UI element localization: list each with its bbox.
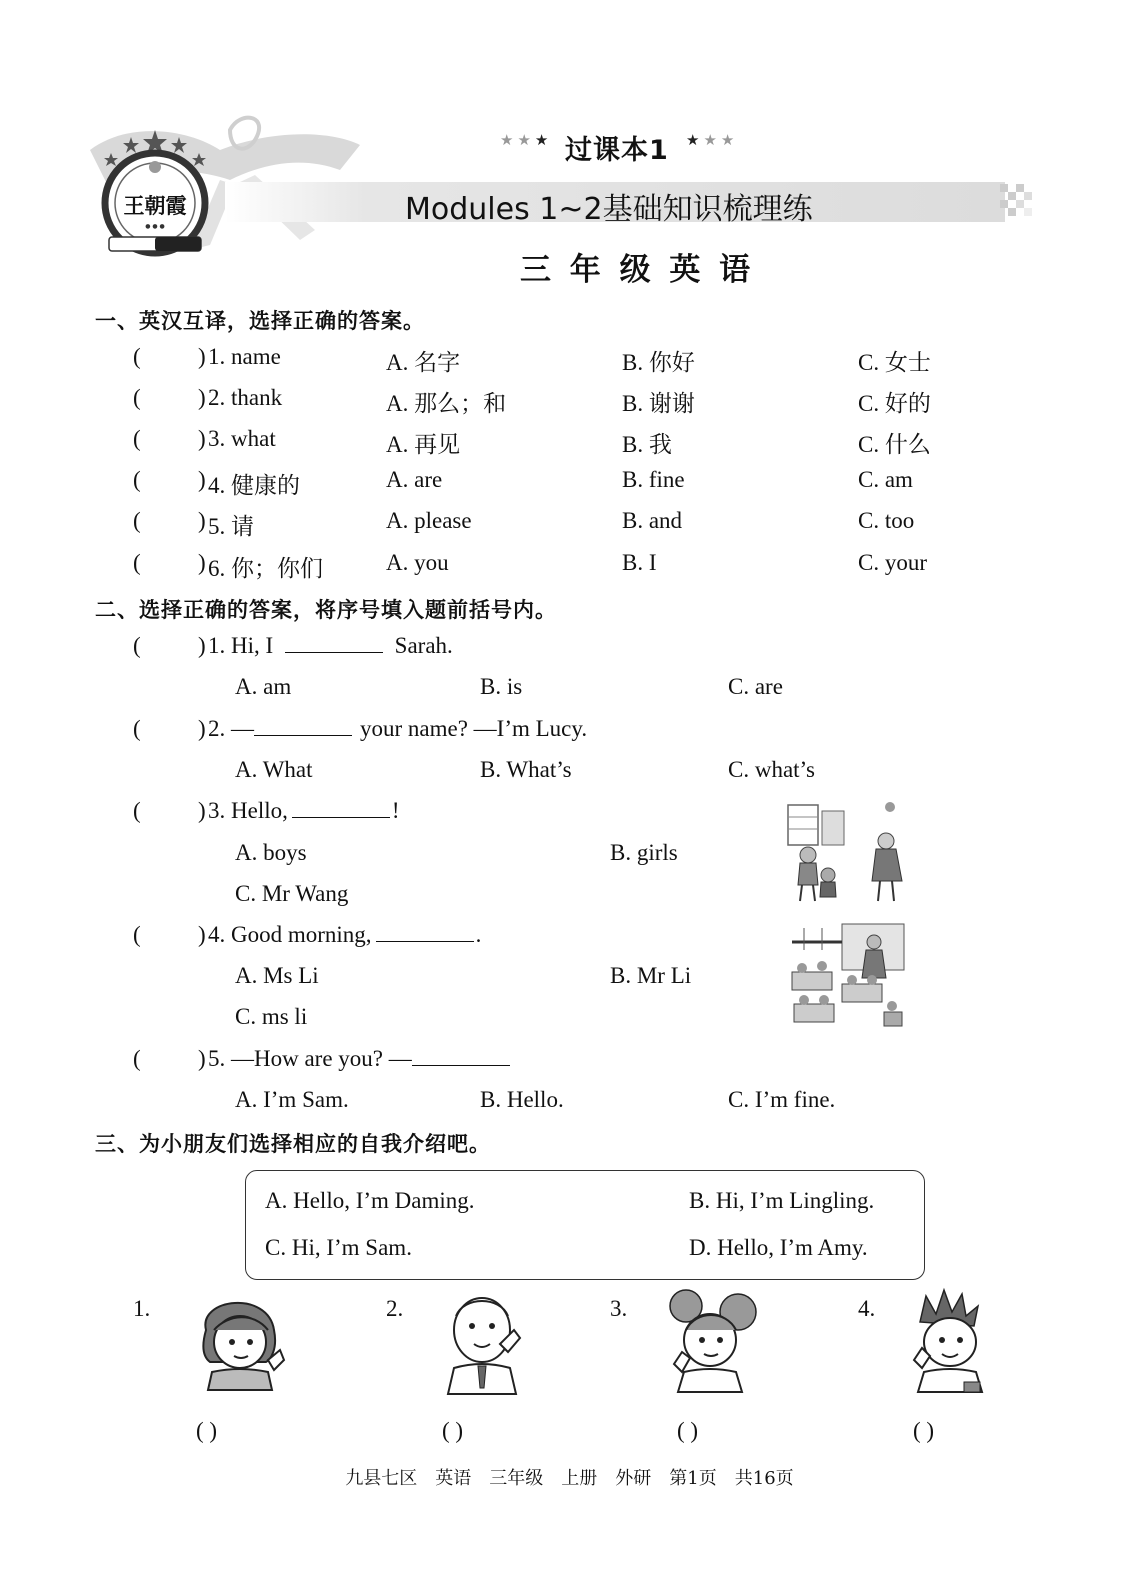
illustration-classroom (782, 920, 912, 1032)
fill-blank[interactable] (412, 1047, 510, 1066)
question-text: 3. Hello, (208, 798, 288, 823)
stars-right: ★★★ (686, 131, 739, 149)
answer-paren-close: ) (198, 550, 206, 575)
kid-amy-illustration (188, 1290, 288, 1395)
question-text-end: . (475, 922, 482, 947)
kid-answer-paren[interactable]: ( ) (442, 1418, 464, 1443)
option-b: B. fine (622, 467, 685, 492)
answer-paren-open[interactable]: ( (133, 467, 141, 492)
question-text: 1. Hi, I (208, 633, 274, 658)
table-row (0, 508, 1139, 538)
answer-paren-close: ) (198, 426, 206, 451)
answer-paren-open[interactable]: ( (133, 922, 141, 947)
option-b: B. 谢谢 (622, 391, 695, 416)
answer-paren-open[interactable]: ( (133, 344, 141, 369)
option-c: C. 女士 (858, 350, 931, 375)
question-text: 1. name (208, 344, 281, 369)
answer-paren-close: ) (198, 633, 206, 658)
option-a: A. boys (235, 840, 307, 865)
answer-paren-open[interactable]: ( (133, 426, 141, 451)
question-text: 3. what (208, 426, 276, 451)
answer-paren-close: ) (198, 716, 206, 741)
question-text: 4. Good morning, (208, 922, 372, 947)
options-row (0, 757, 1139, 787)
option-b: B. girls (610, 840, 678, 865)
intro-option-a: A. Hello, I’m Daming. (265, 1188, 475, 1213)
option-b: B. is (480, 674, 523, 699)
answer-paren-open[interactable]: ( (133, 633, 141, 658)
option-a: A. I’m Sam. (235, 1087, 349, 1112)
intro-option-b: B. Hi, I’m Lingling. (689, 1188, 875, 1213)
illustration-greeting-outdoors (778, 797, 913, 907)
question-row (0, 798, 1139, 828)
kid-answer-paren[interactable]: ( ) (196, 1418, 218, 1443)
option-a: A. am (235, 674, 292, 699)
question-row (0, 633, 1139, 663)
option-c: C. what’s (728, 757, 815, 782)
fill-blank[interactable] (254, 717, 352, 736)
answer-paren-close: ) (198, 1046, 206, 1071)
kid-lingling-illustration (660, 1286, 760, 1396)
answer-paren-close: ) (198, 798, 206, 823)
option-a: A. 那么；和 (386, 391, 507, 416)
option-c: C. 什么 (858, 432, 931, 457)
option-a: A. please (386, 508, 472, 533)
question-text-end: your name? —I’m Lucy. (360, 716, 588, 741)
table-row (0, 467, 1139, 497)
answer-paren-close: ) (198, 467, 206, 492)
option-c: C. too (858, 508, 915, 533)
option-c: C. ms li (235, 1004, 308, 1029)
intro-options-box (245, 1170, 925, 1280)
section-2-title: 二、选择正确的答案，将序号填入题前括号内。 (95, 598, 557, 622)
kid-daming-illustration (434, 1290, 534, 1395)
answer-paren-open[interactable]: ( (133, 550, 141, 575)
footer-text: 九县七区 英语 三年级 上册 外研 第1页 共16页 (345, 1468, 794, 1489)
kid-sam-illustration (900, 1286, 995, 1396)
option-b: B. Hello. (480, 1087, 564, 1112)
kid-number: 1. (133, 1296, 151, 1321)
option-a: A. 名字 (386, 350, 461, 375)
question-text: 6. 你；你们 (208, 556, 323, 581)
answer-paren-close: ) (198, 508, 206, 533)
fill-blank[interactable] (285, 634, 383, 653)
answer-paren-open[interactable]: ( (133, 1046, 141, 1071)
answer-paren-open[interactable]: ( (133, 385, 141, 410)
option-c: C. am (858, 467, 913, 492)
kid-answer-paren[interactable]: ( ) (913, 1418, 935, 1443)
question-text: 2. thank (208, 385, 283, 410)
module-title: Modules 1~2基础知识梳理练 (405, 192, 813, 227)
option-c: C. 好的 (858, 391, 931, 416)
answer-paren-close: ) (198, 922, 206, 947)
option-c: C. I’m fine. (728, 1087, 836, 1112)
answer-paren-close: ) (198, 344, 206, 369)
option-b: B. and (622, 508, 683, 533)
options-row (0, 1004, 1139, 1034)
options-row (0, 840, 1139, 870)
section-1-title: 一、英汉互译，选择正确的答案。 (95, 309, 425, 333)
svg-text:● ● ●: ● ● ● (145, 223, 165, 230)
option-b: B. 我 (622, 432, 672, 457)
series-title: 过课本1 (565, 135, 669, 166)
checker-decoration (1000, 180, 1040, 224)
fill-blank[interactable] (376, 923, 474, 942)
section-3-title: 三、为小朋友们选择相应的自我介绍吧。 (95, 1132, 491, 1156)
option-a: A. Ms Li (235, 963, 319, 988)
option-c: C. are (728, 674, 783, 699)
answer-paren-open[interactable]: ( (133, 716, 141, 741)
options-row (0, 674, 1139, 704)
question-text: 5. 请 (208, 514, 254, 539)
option-a: A. you (386, 550, 449, 575)
kid-answer-paren[interactable]: ( ) (677, 1418, 699, 1443)
subject-title: 三 年 级 英 语 (520, 252, 755, 288)
question-row (0, 716, 1139, 746)
table-row (0, 385, 1139, 415)
answer-paren-open[interactable]: ( (133, 508, 141, 533)
publisher-logo (95, 125, 215, 265)
question-text-end: Sarah. (394, 633, 453, 658)
question-text: 2. — (208, 716, 254, 741)
table-row (0, 426, 1139, 456)
question-text: 5. —How are you? — (208, 1046, 412, 1071)
option-b: B. Mr Li (610, 963, 692, 988)
options-row (0, 1087, 1139, 1117)
question-text-end: ! (391, 798, 400, 823)
answer-paren-open[interactable]: ( (133, 798, 141, 823)
option-c: C. Mr Wang (235, 881, 349, 906)
fill-blank[interactable] (292, 799, 390, 818)
options-row (0, 963, 1139, 993)
answer-paren-close: ) (198, 385, 206, 410)
stars-left: ★★★ (500, 131, 553, 149)
option-c: C. your (858, 550, 927, 575)
option-b: B. What’s (480, 757, 572, 782)
kid-number: 3. (610, 1296, 628, 1321)
option-a: A. are (386, 467, 443, 492)
question-row (0, 1046, 1139, 1076)
option-a: A. What (235, 757, 313, 782)
logo-text: 王朝霞 (123, 193, 187, 218)
options-row (0, 881, 1139, 911)
intro-option-c: C. Hi, I’m Sam. (265, 1235, 412, 1260)
question-text: 4. 健康的 (208, 473, 300, 498)
option-a: A. 再见 (386, 432, 461, 457)
kid-number: 2. (386, 1296, 404, 1321)
option-b: B. 你好 (622, 350, 695, 375)
kid-number: 4. (858, 1296, 876, 1321)
option-b: B. I (622, 550, 657, 575)
table-row (0, 550, 1139, 580)
question-row (0, 922, 1139, 952)
table-row (0, 344, 1139, 374)
intro-option-d: D. Hello, I’m Amy. (689, 1235, 868, 1260)
